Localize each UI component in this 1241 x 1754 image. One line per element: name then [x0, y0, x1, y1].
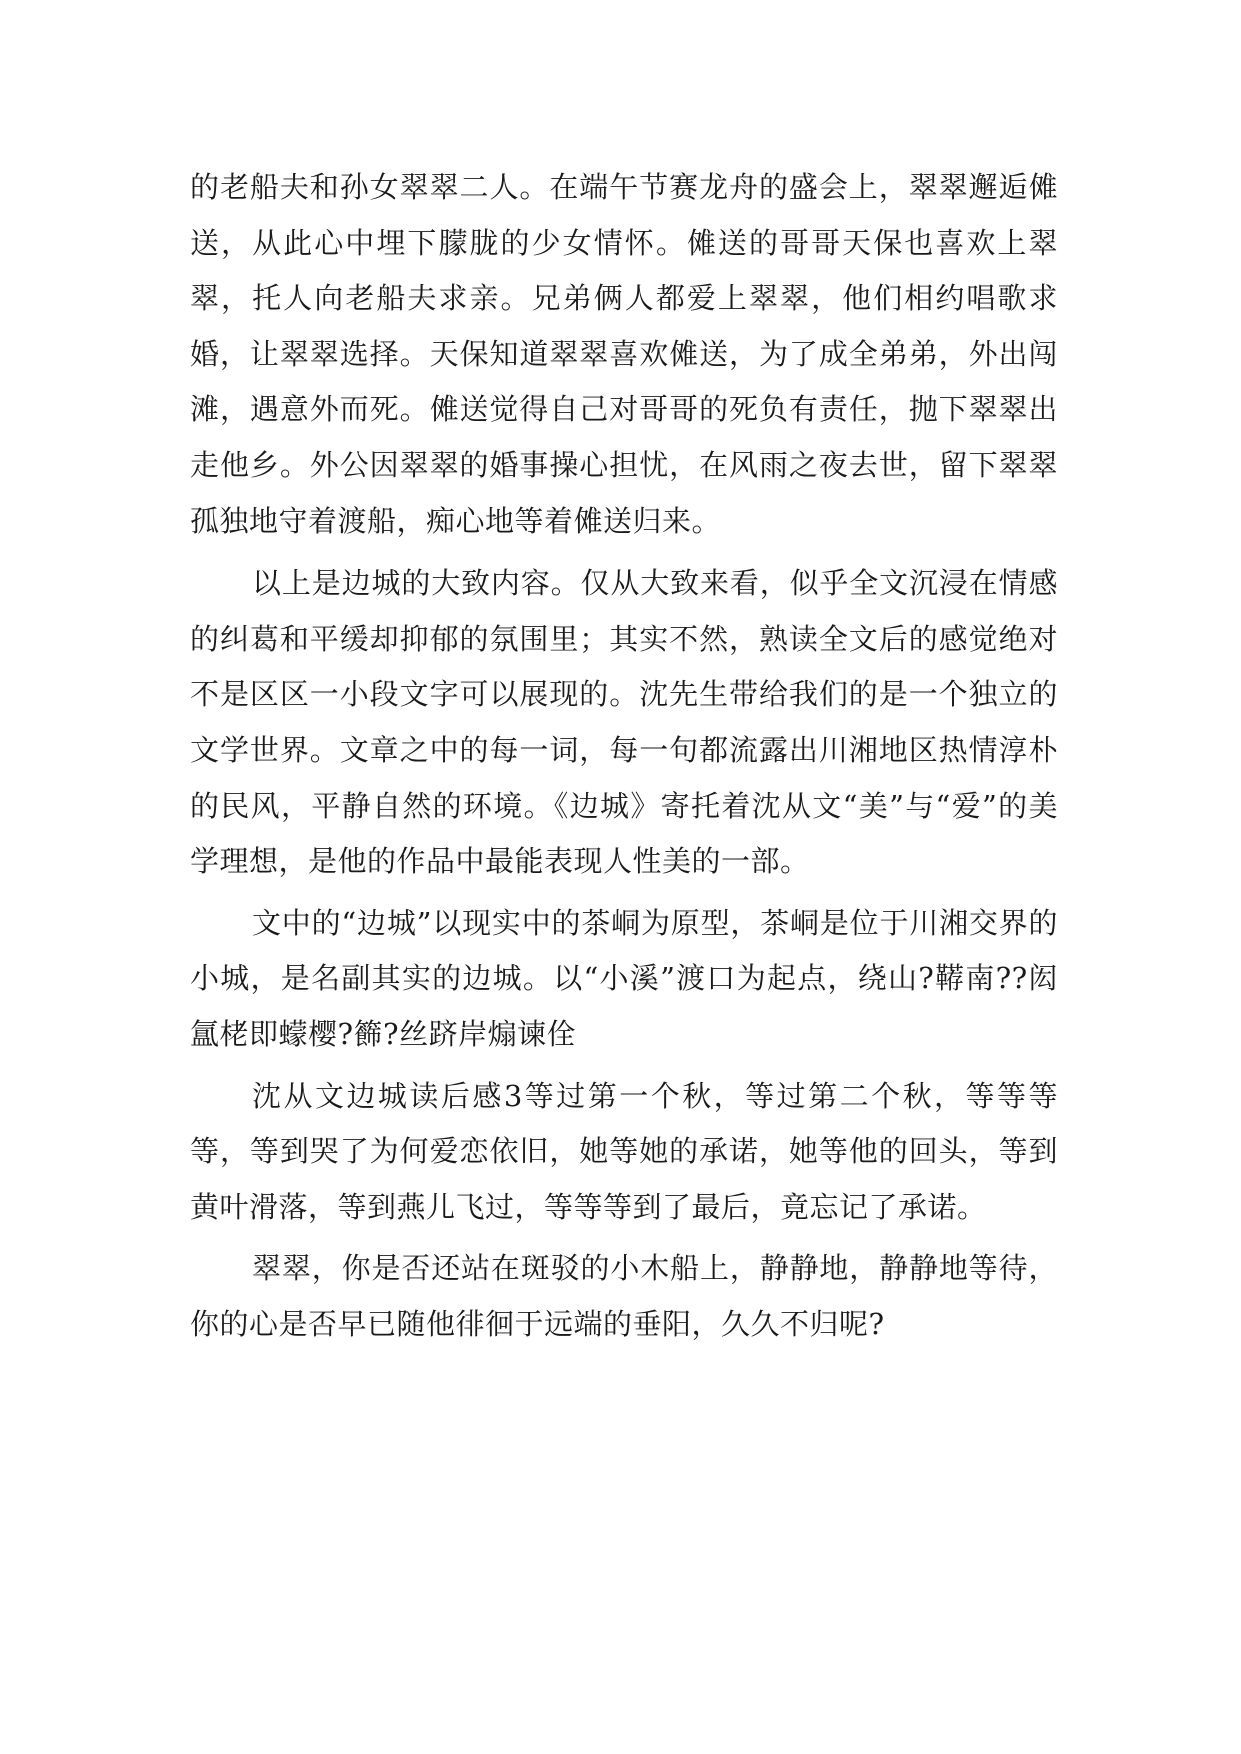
document-page	[190, 160, 1058, 1352]
paragraph-setting-chadong: 文中的“边城”以现实中的茶峒为原型，茶峒是位于川湘交界的小城，是名副其实的边城。以“小溪”渡口为起点，绕山?鞯南??闳氲栳即蠓樱?籂?丝跻岸煽谏佺	[190, 905, 1058, 1051]
paragraph-overview-reflection: 以上是边城的大致内容。仅从大致来看，似乎全文沉浸在情感的纠葛和平缓却抑郁的氛围里；其实不然，熟读全文后的感觉绝对不是区区一小段文字可以展现的。沈先生带给我们的是一个独立的文学世界。文章之中的每一词，每一句都流露出川湘地区热情淳朴的民风，平静自然的环境。《边城》寄托着沈从文“美”与“爱”的美学理想，是他的作品中最能表现人性美的一部。	[190, 566, 1058, 879]
paragraph-cuicui-question: 翠翠，你是否还站在斑驳的小木船上，静静地，静静地等待，你的心是否早已随他徘徊于远端的垂阳，久久不归呢?	[190, 1251, 1058, 1341]
paragraph-gap	[190, 549, 1058, 556]
paragraph-waiting-autumns: 沈从文边城读后感3等过第一个秋，等过第二个秋，等等等等，等到哭了为何爱恋依旧，她等她的承诺，她等他的回头，等到黄叶滑落，等到燕儿飞过，等等等到了最后，竟忘记了承诺。	[190, 1078, 1058, 1224]
paragraph-story-summary: 的老船夫和孙女翠翠二人。在端午节赛龙舟的盛会上，翠翠邂逅傩送，从此心中埋下朦胧的少女情怀。傩送的哥哥天保也喜欢上翠翠，托人向老船夫求亲。兄弟俩人都爱上翠翠，他们相约唱歌求婚，让翠翠选择。天保知道翠翠喜欢傩送，为了成全弟弟，外出闯滩，遇意外而死。傩送觉得自己对哥哥的死负有责任，抛下翠翠出走他乡。外公因翠翠的婚事操心担忧，在风雨之夜去世，留下翠翠孤独地守着渡船，痴心地等着傩送归来。	[190, 170, 1058, 538]
